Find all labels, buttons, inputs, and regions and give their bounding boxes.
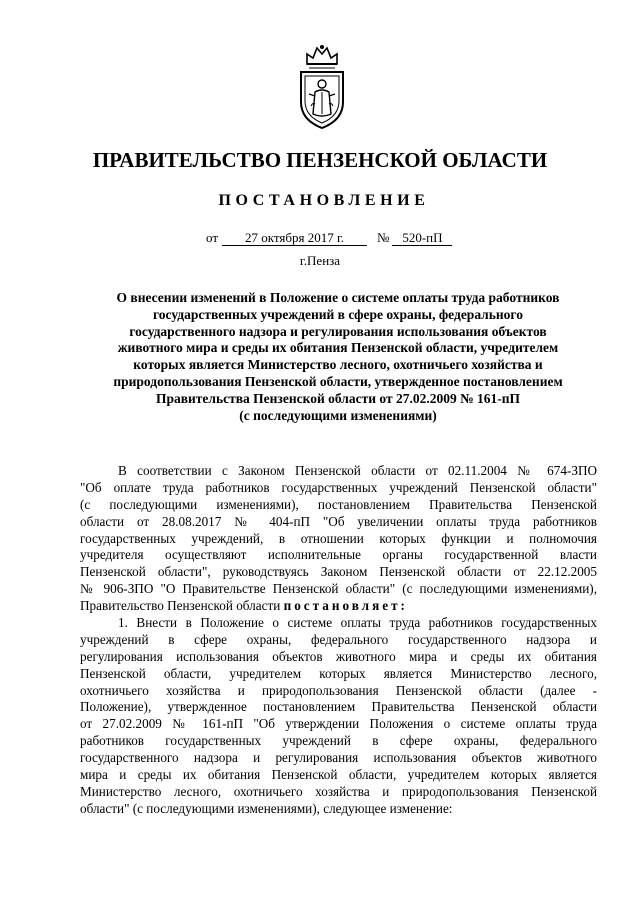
city: г.Пенза <box>299 253 341 268</box>
document-date: 27 октября 2017 г. <box>222 230 367 246</box>
body-line-text: Правительство Пензенской области <box>80 598 281 614</box>
title-line: (с последующими изменениями) <box>239 407 437 423</box>
resolution-keyword: постановляет: <box>283 598 408 614</box>
body-line: регулирования использования объектов животного мира и среды их обитания <box>80 648 597 664</box>
body-line: Положение), утвержденное постановлением Правительства Пензенской области <box>80 699 597 715</box>
body-line: от 27.02.2009 № 161-пП "Об утверждении Положения о системе оплаты труда <box>80 716 597 732</box>
body-line: работников государственных учреждений в сфере охраны, федерального <box>80 733 597 749</box>
title-line: животного мира и среды их обитания Пензенской области, учредителем <box>117 340 559 356</box>
body-line: Пензенской области, учредителем которых является Министерство лесного, <box>80 665 597 681</box>
title-line: государственного надзора и регулирования использования объектов <box>129 323 547 339</box>
title-line: государственных учреждений в сфере охраны, федерального <box>153 306 523 322</box>
document-title <box>84 290 592 424</box>
body-line: № 906-ЗПО "О Правительстве Пензенской области" (с последующими изменениями), <box>80 581 597 597</box>
body-line: государственных учреждений, в отношении которых функции и полномочия <box>80 530 597 546</box>
coat-of-arms-emblem <box>293 44 351 130</box>
body-line: Министерство лесного, охотничьего хозяйства и природопользования Пензенской <box>80 783 597 799</box>
title-line: О внесении изменений в Положение о системе оплаты труда работников <box>116 290 560 305</box>
title-line: которых является Министерство лесного, охотничьего хозяйства и <box>133 357 543 373</box>
body-line: мира и среды их обитания Пензенской области, учредителем которых является <box>80 767 597 783</box>
body-line: охотничьего хозяйства и природопользования Пензенской области (далее - <box>80 682 597 698</box>
document-number: 520-пП <box>392 230 452 246</box>
number-prefix: № <box>377 230 390 245</box>
title-line: природопользования Пензенской области, утвержденное постановлением <box>113 373 563 389</box>
body-line-resolution <box>80 598 597 615</box>
date-prefix: от <box>206 230 219 245</box>
body-line: области" (с последующими изменениями), следующее изменение: <box>80 800 453 816</box>
title-line: Правительства Пензенской области от 27.02.2009 № 161-пП <box>155 390 521 406</box>
body-line: учреждений в сфере охраны, федерального государственного надзора и <box>80 631 597 647</box>
date-number-line <box>206 230 452 246</box>
body-line: В соответствии с Законом Пензенской области от 02.11.2004 № 674-ЗПО <box>118 463 597 478</box>
body-line: учредителя осуществляют исполнительные органы государственной власти <box>80 547 597 563</box>
body-line: 1. Внести в Положение о системе оплаты труда работников государственных <box>118 615 597 631</box>
body-line: (с последующими изменениями), постановлением Правительства Пензенской <box>80 496 597 512</box>
body-line: Пензенской области", руководствуясь Законом Пензенской области от 22.12.2005 <box>80 564 597 580</box>
body-line: области от 28.08.2017 № 404-пП "Об увеличении оплаты труда работников <box>80 513 597 529</box>
document-type: ПОСТАНОВЛЕНИЕ <box>218 192 430 209</box>
organization-name: ПРАВИТЕЛЬСТВО ПЕНЗЕНСКОЙ ОБЛАСТИ <box>92 148 548 172</box>
body-line: "Об оплате труда работников государственных учреждений Пензенской области" <box>80 479 597 495</box>
document-body <box>80 463 597 818</box>
body-line: государственного надзора и регулирования использования объектов животного <box>80 750 597 766</box>
